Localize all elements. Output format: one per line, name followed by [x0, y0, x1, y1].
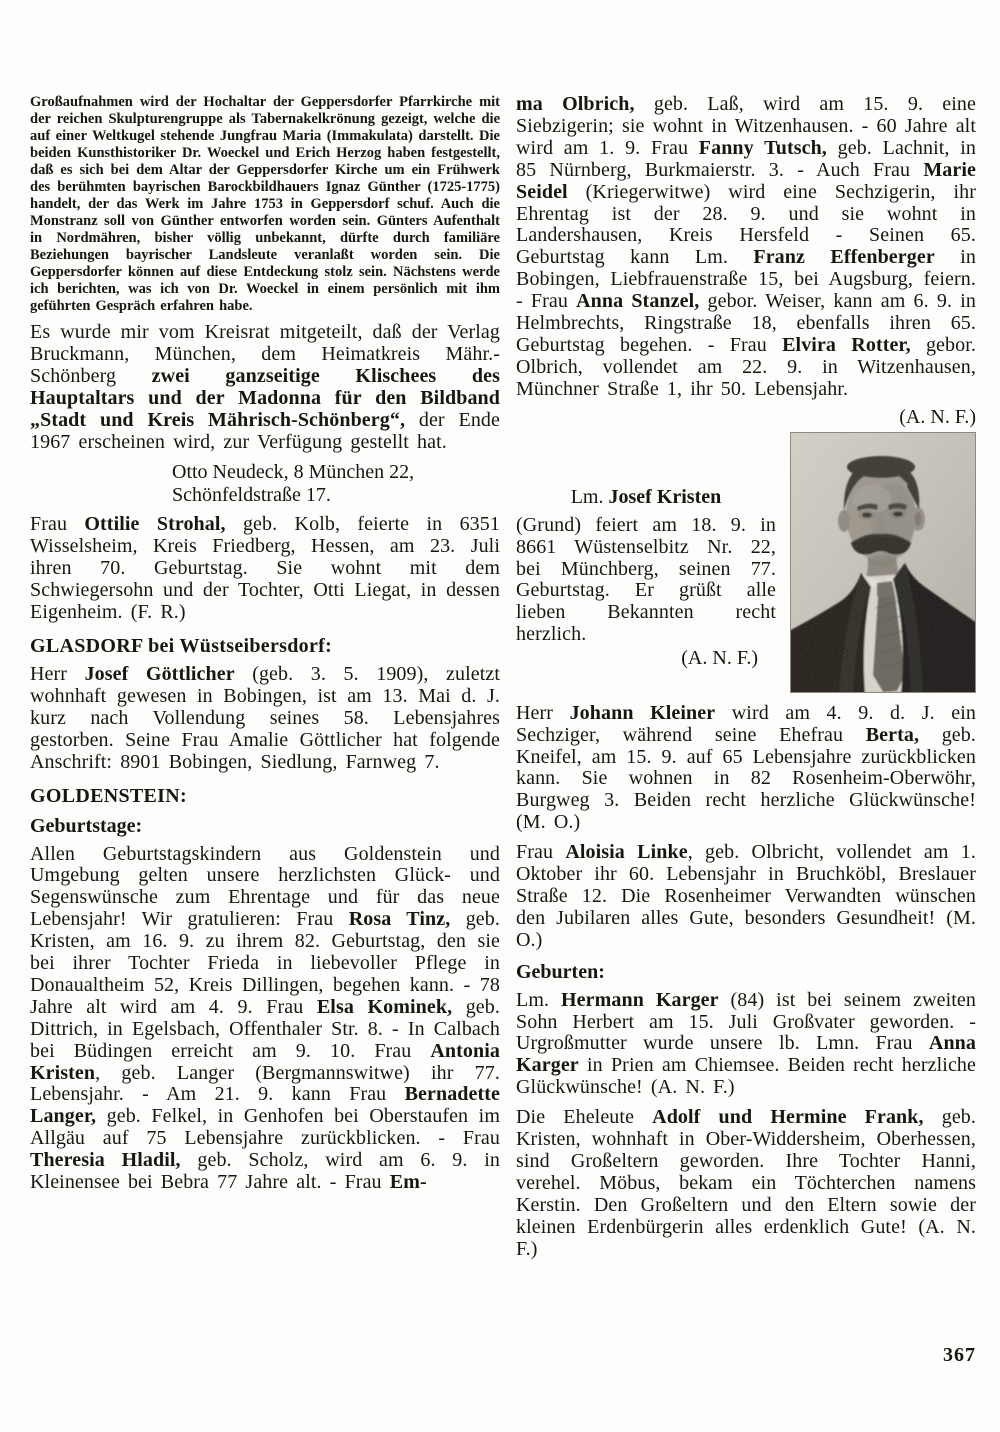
paragraph-josef-goettlicher: Herr Josef Göttlicher (geb. 3. 5. 1909), zuletzt wohnhaft gewesen in Bobingen, ist am 13. Mai d. J. kurz nach Vollendung seines 58. Lebensjahres gestorben. Seine Frau Amalie Göttlicher hat folgende Anschrift: 8901 Bobingen, Siedlung, Farnweg 7.	[30, 662, 501, 773]
paragraph-josef-kristen: (Grund) feiert am 18. 9. in 8661 Wüstenselbitz Nr. 22, bei Münchberg, seinen 77. Geburtstag. Er grüßt alle lieben Bekannten recht herzlich.	[516, 513, 776, 646]
josef-kristen-text	[516, 432, 790, 693]
portrait-photo-josef-kristen	[790, 432, 976, 693]
credit-anf-1: (A. N. F.)	[899, 405, 976, 428]
subheading-geburten: Geburten:	[516, 960, 605, 983]
paragraph-frank-eheleute: Die Eheleute Adolf und Hermine Frank, geb. Kristen, wohnhaft in Ober-Widdersheim, Oberhessen, sind Großeltern geworden. Ihre Tochter Hanni, verehel. Möbus, bekam ein Töchterchen namens Kerstin. Den Großeltern und den Eltern sowie der kleinen Erdenbürgerin alles erdenklich Gute! (A. N. F.)	[516, 1106, 976, 1260]
josef-kristen-caption: Lm. Josef Kristen	[570, 485, 722, 508]
portrait-photo-illustration	[791, 433, 975, 692]
paragraph-goldenstein-geburtstage: Allen Geburtstagskindern aus Goldenstein und Umgebung gelten unsere herzlichsten Glück- und Segenswünsche zum Ehrentage und für das neue Lebensjahr! Wir gratulieren: Frau Rosa Tinz, geb. Kristen, am 16. 9. zu ihrem 82. Geburtstag, den sie bei ihrer Tochter Frieda in liebevoller Pflege in Donaualtheim 52, Kreis Dillingen, begehen kann. - 78 Jahre alt wird am 4. 9. Frau Elsa Kominek, geb. Dittrich, in Egelsbach, Offenthaler Str. 8. - In Calbach bei Büdingen erreicht am 9. 10. Frau Antonia Kristen, geb. Langer (Bergmannswitwe) ihr 77. Lebensjahr. - Am 21. 9. kann Frau Bernadette Langer, geb. Felkel, in Genhofen bei Oberstaufen im Allgäu auf 75 Lebensjahre zurückblicken. - Frau Theresia Hladil, geb. Scholz, wird am 6. 9. in Kleinensee bei Bebra 77 Jahre alt. - Frau Em-	[30, 842, 500, 1194]
paragraph-ottilie-strohal: Frau Ottilie Strohal, geb. Kolb, feierte in 6351 Wisselsheim, Kreis Friedberg, Hessen, am 23. Juli ihren 70. Geburtstag. Sie wohnt mit dem Schwiegersohn und der Tochter, Otti Liegat, in dessen Eigenheim. (F. R.)	[30, 513, 500, 624]
paragraph-kreisrat-klischees: Es wurde mir vom Kreisrat mitgeteilt, daß der Verlag Bruckmann, München, dem Heimatkreis Mähr.-Schönberg zwei ganzseitige Klischees des Hauptaltars und der Madonna für den Bildband „Stadt und Kreis Mährisch-Schönberg“, der Ende 1967 erscheinen wird, zur Verfügung gestellt hat.	[30, 321, 500, 453]
heading-goldenstein: GOLDENSTEIN:	[30, 784, 187, 807]
heading-glasdorf: GLASDORF bei Wüstseibersdorf:	[30, 634, 333, 657]
page-number: 367	[943, 1344, 976, 1366]
paragraph-hermann-karger: Lm. Hermann Karger (84) ist bei seinem zweiten Sohn Herbert am 15. Juli Großvater geworden. - Urgroßmutter wurde unsere lb. Lmn. Frau Anna Karger in Prien am Chiemsee. Beiden recht herzliche Glückwünsche! (A. N. F.)	[516, 988, 976, 1099]
paragraph-aloisia-linke: Frau Aloisia Linke, geb. Olbricht, vollendet am 1. Oktober ihr 60. Lebensjahr in Bruchköbl, Breslauer Straße 12. Die Rosenheimer Verwandten wünschen den Jubilaren alles Gute, besonders Gesundheit! (M. O.)	[516, 841, 976, 951]
right-column	[516, 94, 976, 1269]
subheading-geburtstage: Geburtstage:	[30, 814, 143, 837]
left-column	[30, 94, 500, 1202]
address-otto-neudeck	[172, 461, 500, 506]
address-line-2: Schönfeldstraße 17.	[172, 483, 331, 506]
paragraph-olbrich-geburtstage: ma Olbrich, geb. Laß, wird am 15. 9. eine Siebzigerin; sie wohnt in Witzenhausen. - 60 Jahre alt wird am 1. 9. Frau Fanny Tutsch, geb. Lachnit, in 85 Nürnberg, Burkmaierstr. 3. - Auch Frau Marie Seidel (Kriegerwitwe) wird eine Sechzigerin, ihr Ehrentag ist der 28. 9. und sie wohnt in Landershausen, Kreis Hersfeld - Seinen 65. Geburtstag kann Lm. Franz Effenberger in Bobingen, Liebfrauenstraße 15, bei Augsburg, feiern. - Frau Anna Stanzel, gebor. Weiser, kann am 6. 9. in Helmbrechts, Ringstraße 18, ebenfalls ihren 65. Geburtstag begehen. - Frau Elvira Rotter, gebor. Olbrich, vollendet am 22. 9. in Witzenhausen, Münchner Straße 1, ihr 50. Lebensjahr.	[516, 93, 977, 400]
josef-kristen-section	[516, 432, 976, 693]
paragraph-johann-kleiner: Herr Johann Kleiner wird am 4. 9. d. J. ein Sechziger, während seine Ehefrau Berta, geb. Kneifel, am 15. 9. auf 65 Lebensjahre zurückblicken kann. Sie wohnen in 82 Rosenheim-Oberwöhr, Burgweg 3. Beiden recht herzliche Glückwünsche! (M. O.)	[516, 701, 976, 834]
paragraph-geppersdorf-altar: Großaufnahmen wird der Hochaltar der Geppersdorfer Pfarrkirche mit der reichen Skulpturengruppe als Tabernakelkrönung gezeigt, welche die auf einer Weltkugel stehende Jungfrau Maria (Immakulata) darstellt. Die beiden Kunsthistoriker Dr. Woeckel und Erich Herzog haben festgestellt, daß es sich bei dem Altar der Geppersdorfer Kirche um ein Frühwerk des berühmten bayrischen Barockbildhauers Ignaz Günther (1725-1775) handelt, der das Werk im Jahre 1753 in Geppersdorf schuf. Auch die Monstranz soll von Günther entworfen worden sein. Günters Aufenthalt in Nordmähren, bisher völlig unbekannt, dürfte durch familiäre Beziehungen bayrischer Landsleute veranlaßt worden sein. Die Geppersdorfer können auf diese Entdeckung stolz sein. Nächstens werde ich berichten, was ich von Dr. Woeckel in einem persönlich mit ihm geführten Gespräch erfahren habe.	[30, 94, 500, 314]
address-line-1: Otto Neudeck, 8 München 22,	[172, 461, 415, 484]
credit-anf-2: (A. N. F.)	[681, 647, 758, 670]
